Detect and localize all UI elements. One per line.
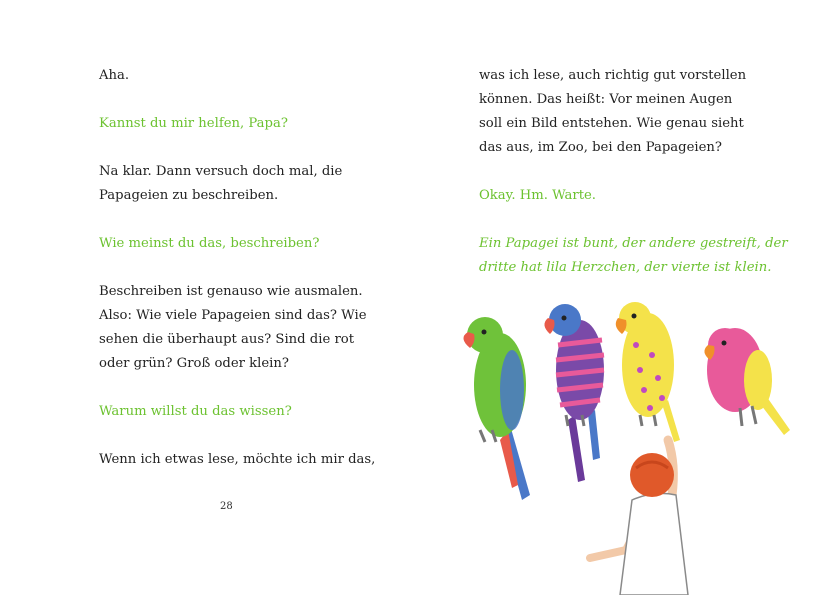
child-pointing (590, 440, 688, 595)
paragraph-wie-meinst (99, 232, 389, 256)
text-line: Kannst du mir helfen, Papa? (99, 116, 288, 131)
text-line: Beschreiben ist genauso wie ausmalen. (99, 284, 363, 299)
text-line: Aha. (99, 68, 130, 83)
page-number: 28 (220, 501, 233, 512)
right-page-text (479, 64, 788, 304)
text-line: Papageien zu beschreiben. (99, 188, 279, 203)
paragraph-ein-papagei (479, 232, 788, 280)
paragraph-na-klar (99, 160, 389, 208)
text-line: dritte hat lila Herzchen, der vierte ist klein. (479, 260, 772, 275)
paragraph-kannst (99, 112, 389, 136)
text-line: sehen die überhaupt aus? Sind die rot (99, 332, 354, 347)
text-line: können. Das heißt: Vor meinen Augen (479, 92, 733, 107)
paragraph-aha (99, 64, 389, 88)
paragraph-was-ich-lese (479, 64, 779, 160)
text-line: Wenn ich etwas lese, möchte ich mir das, (99, 452, 376, 467)
striped-parrot (544, 304, 604, 482)
text-line: Na klar. Dann versuch doch mal, die (99, 164, 343, 179)
paragraph-wenn (99, 448, 389, 472)
text-line: oder grün? Groß oder klein? (99, 356, 289, 371)
left-page (0, 0, 416, 595)
parrot-illustration (440, 290, 820, 595)
paragraph-beschreiben (99, 280, 389, 376)
text-line: soll ein Bild entstehen. Wie genau sieht (479, 116, 744, 131)
green-parrot (463, 317, 530, 500)
left-page-text (99, 64, 389, 496)
text-line: Okay. Hm. Warte. (479, 188, 597, 203)
text-line: was ich lese, auch richtig gut vorstellen (479, 68, 747, 83)
pink-parrot (704, 328, 790, 435)
text-line: Wie meinst du das, beschreiben? (99, 236, 320, 251)
text-line: das aus, im Zoo, bei den Papageien? (479, 140, 722, 155)
paragraph-okay (479, 184, 779, 208)
text-line: Ein Papagei ist bunt, der andere gestreift, der (479, 236, 788, 251)
heart-parrot (616, 302, 680, 442)
text-line: Also: Wie viele Papageien sind das? Wie (99, 308, 367, 323)
paragraph-warum (99, 400, 389, 424)
text-line: Warum willst du das wissen? (99, 404, 292, 419)
